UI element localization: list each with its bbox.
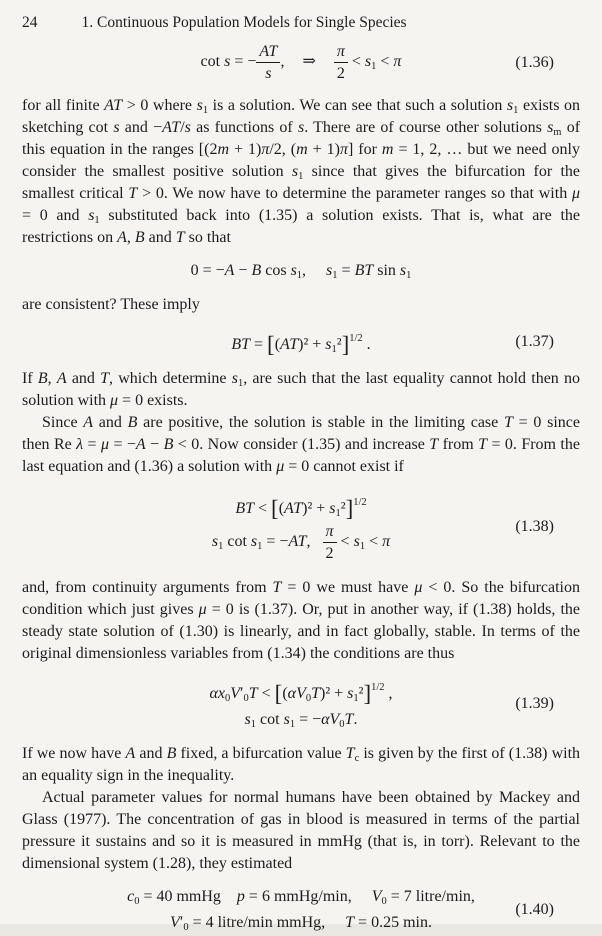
paragraph-1: for all finite AT > 0 where $s_1$ is a solution. We can see that such a solution $s_1$ exists on sketching cot s and −AT/s as functions of s. There are of course other solutions $s_m$ of this equation in the ranges [(2m + 1)π/2, (m + 1)π] for m = 1, 2, … but we need only consider the smallest positive solution $s_1$ since that gives the bifurcation for the smallest critical T > 0. We now have to determine the parameter ranges so that with μ = 0 and $s_1$ substituted back into (1.35) a solution exists. That is, what are the restrictions on A, B and T so that [22,97,581,246]
equation-label-1-39: (1.39) [515,695,554,712]
exponent-one-half: 1/2 [349,333,363,344]
equation-1-37-content [231,326,370,358]
equation-consistency [22,258,580,284]
equation-label-1-38: (1.38) [515,517,554,535]
equation-1-37 [22,326,580,358]
right-bracket: ] [363,681,372,706]
paragraph-7: Actual parameter values for normal humans have been obtained by Mackey and Glass (1977). The concentration of gas in blood is measured in terms of the partial pressure it sustains and so it is measured in mmHg (that is, in torr). Relevant to the dimensional system (1.28), they estimated [22,789,580,872]
fraction-numerator: π [334,42,348,63]
fraction-pi-over-2 [334,42,348,83]
right-bracket: ] [345,496,354,521]
fraction-numerator: π [323,522,337,543]
fraction-denominator: 2 [325,545,334,562]
left-bracket: [ [271,496,279,521]
equation-label-1-37: (1.37) [515,333,554,350]
eq136-comma: , [280,53,285,71]
equation-1-36 [22,42,580,83]
eq139-line1-lhs: $\alpha x_0V'_0T$ < [209,685,275,704]
eq139-line1-inner: $(\alpha V_0T)^2 + s_1^2$ [282,685,364,704]
equation-label-1-36: (1.36) [515,53,554,71]
eq138-line1-lhs: BT < [235,500,272,517]
eq136-lhs: cot s = − [200,53,257,71]
fraction-numerator: AT [256,42,280,63]
left-bracket: [ [274,681,283,706]
running-title: 1. Continuous Population Models for Single Species [81,14,407,31]
paragraph-5: and, from continuity arguments from T = 0 we must have μ < 0. So the bifurcation condition which just gives μ = 0 is (1.37). Or, put in another way, if (1.38) holds, the steady state solution of (1.30) is linearly, and in fact globally, stable. In terms of the original dimensionless variables from (1.34) the conditions are thus [22,579,581,662]
paragraph-3: If B, A and T, which determine $s_1$, are such that the last equality cannot hold then no solution with μ = 0 exists. [22,370,581,409]
equation-1-40 [22,884,580,936]
eq136-rhs: < $s_1 < \pi$ [347,53,402,73]
fraction-denominator: s [265,65,272,82]
paragraph-2: are consistent? These imply [22,296,200,313]
equation-1-39-line-1 [22,675,580,707]
eq139-line1-comma: , [384,685,393,702]
fraction-at-over-s [256,42,280,83]
paragraph-4: Since A and B are positive, the solution is stable in the limiting case T = 0 since then Re λ = μ = −A − B < 0. Now consider (1.35) and increase T from T = 0. From the last equation and (1.36) a solution with μ = 0 cannot exist if [22,414,580,475]
fraction-denominator: 2 [336,65,345,82]
exponent-one-half: 1/2 [353,497,367,508]
right-bracket: ] [341,332,350,357]
equation-1-38-line-2 [22,522,580,563]
paragraph-6: If we now have A and B fixed, a bifurcation value $T_c$ is given by the first of (1.38) with an equality sign in the inequality. [22,745,581,784]
eq138-line1-inner: $(AT)^2 + s_1^2$ [278,500,346,519]
exponent-one-half: 1/2 [371,682,385,693]
fraction-pi-over-2 [323,522,337,563]
page-number: 24 [22,14,38,31]
equation-1-39-line-2: $s_1$ $\cot s_1 = -\alpha V_0T$. [244,711,358,730]
eq137-period: . [362,336,371,353]
implies-arrow: ⇒ [302,53,316,71]
equation-1-38-line-1 [22,490,580,522]
equation-label-1-40: (1.40) [515,901,554,918]
equation-1-39 [22,675,580,733]
eq137-inner: $(AT)^2 + s_1^2$ [274,336,342,355]
eq138-line2-rhs: < $s_1 < \pi$ [336,533,391,553]
equation-1-38 [22,490,580,563]
eq138-line2-lhs: $s_1$ $\cot s_1 = -AT$, [211,533,323,553]
equation-consistency-content: 0 = −A − B $\cos s_1$, $s_1$ = BT $\sin s_1$ [190,262,412,281]
eq137-lhs: BT = [231,336,268,353]
equation-1-36-content [201,42,402,83]
left-bracket: [ [267,332,275,357]
page-header [22,14,580,32]
equation-1-40-line-2: $V'_0 = 4$ litre/min mmHg, T = 0.25 min. [170,914,432,933]
equation-1-40-line-1: $c_0 = 40$ mmHg p = 6 mmHg/min, $V_0 = 7$ litre/min, [127,888,475,907]
